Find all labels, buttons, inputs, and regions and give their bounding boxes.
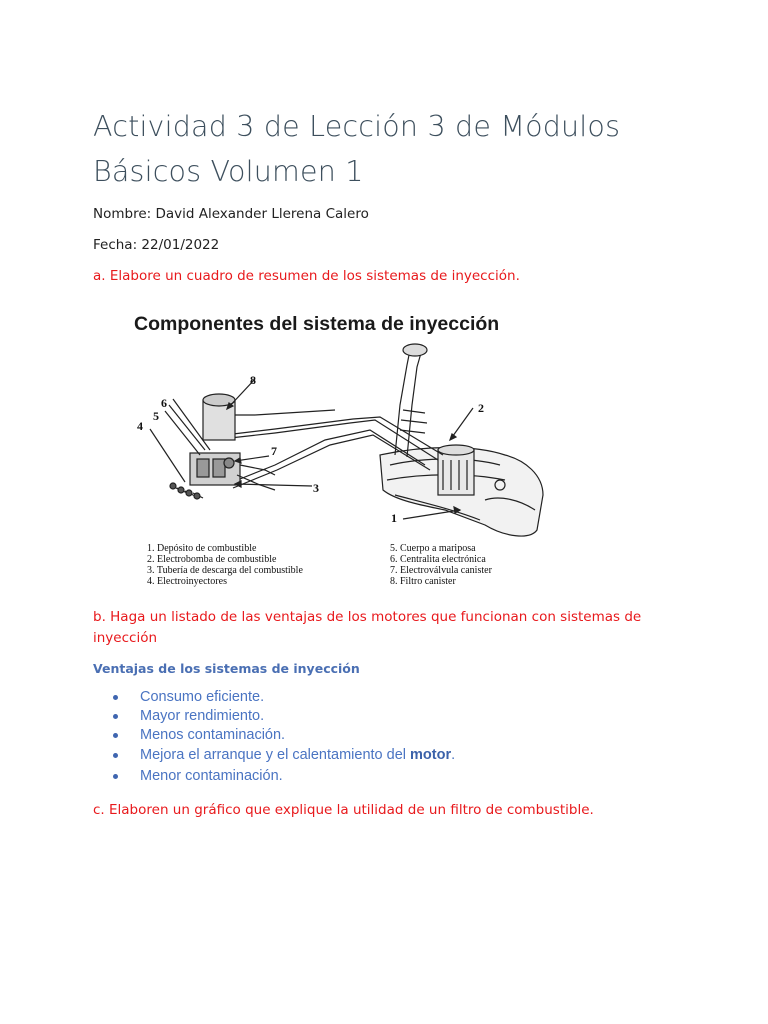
- date: Fecha: 22/01/2022: [93, 237, 220, 253]
- question-b: b. Haga un listado de las ventajas de los motores que funcionan con sistemas de inyección: [93, 609, 642, 646]
- list-item: Menos contaminación.: [113, 726, 455, 745]
- question-c: c. Elaboren un gráfico que explique la utilidad de un filtro de combustible.: [93, 802, 594, 818]
- legend-item: 1. Depósito de combustible: [147, 543, 257, 554]
- callout-1: 1: [391, 511, 397, 525]
- advantages-list: [113, 688, 455, 787]
- callout-3: 3: [313, 481, 319, 495]
- legend-item: 5. Cuerpo a mariposa: [390, 543, 476, 554]
- injection-system-diagram: [125, 305, 545, 590]
- bullet-icon: [113, 774, 118, 779]
- callout-4: 4: [137, 419, 143, 433]
- list-item: Mayor rendimiento.: [113, 707, 455, 726]
- legend-item: 6. Centralita electrónica: [390, 554, 486, 565]
- legend-item: 2. Electrobomba de combustible: [147, 554, 277, 565]
- diagram-legend: [147, 543, 493, 587]
- legend-item: 7. Electroválvula canister: [390, 565, 492, 576]
- callout-8: 8: [250, 373, 256, 387]
- legend-item: 3. Tubería de descarga del combustible: [147, 565, 303, 576]
- bullet-icon: [113, 695, 118, 700]
- bullet-icon: [113, 733, 118, 738]
- bullet-icon: [113, 753, 118, 758]
- legend-item: 4. Electroinyectores: [147, 576, 227, 587]
- bullet-icon: [113, 714, 118, 719]
- legend-item: 8. Filtro canister: [390, 576, 456, 587]
- callout-2: 2: [478, 401, 484, 415]
- list-item: Menor contaminación.: [113, 766, 455, 787]
- document-title: Actividad 3 de Lección 3 de Módulos Básicos Volumen 1: [93, 110, 621, 188]
- motor-link-text: motor: [410, 747, 452, 763]
- callout-7: 7: [271, 444, 277, 458]
- student-name: Nombre: David Alexander Llerena Calero: [93, 206, 369, 222]
- advantages-heading: Ventajas de los sistemas de inyección: [93, 661, 360, 676]
- question-a: a. Elabore un cuadro de resumen de los sistemas de inyección.: [93, 268, 520, 284]
- diagram-drawing: [150, 344, 543, 536]
- list-item: Consumo eficiente.: [113, 688, 455, 707]
- callout-5: 5: [153, 409, 159, 423]
- callout-6: 6: [161, 396, 167, 410]
- list-item: Mejora el arranque y el calentamiento del motor.: [113, 745, 455, 766]
- diagram-heading: Componentes del sistema de inyección: [134, 313, 500, 335]
